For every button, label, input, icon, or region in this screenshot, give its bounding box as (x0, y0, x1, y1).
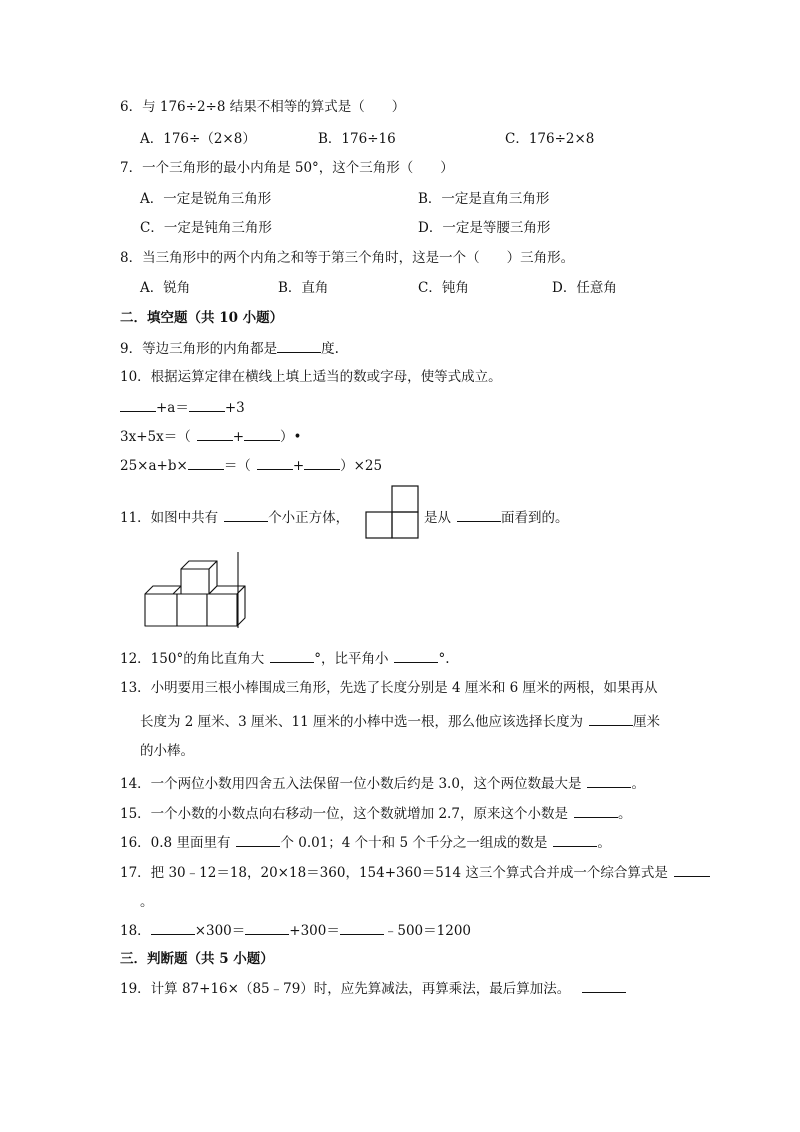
q9-text-post: 度. (321, 341, 339, 357)
question-17 (120, 862, 710, 882)
q6-option-a: A．176÷（2×8） (140, 131, 256, 147)
q10-line-1 (120, 397, 245, 417)
q18-part-b: +300＝ (289, 923, 340, 939)
q11-blank-direction[interactable] (457, 507, 501, 522)
q6-option-b: B．176÷16 (318, 131, 396, 147)
q11-text-left (120, 507, 349, 527)
q15-text-pre: 15．一个小数的小数点向右移动一位，这个数就增加 2.7，原来这个小数是 (120, 806, 568, 822)
q18-part-a: ×300＝ (194, 923, 246, 939)
q10-l2-post: ）• (280, 429, 302, 445)
q13-line-3: 的小棒。 (140, 743, 194, 759)
q10-blank-7[interactable] (304, 455, 340, 470)
q11-cube-figure (138, 552, 248, 632)
q13-blank[interactable] (589, 711, 633, 726)
question-19 (120, 978, 626, 998)
cube-1-front (145, 594, 177, 626)
q10-l1-b: +3 (224, 400, 245, 416)
q10-blank-1[interactable] (120, 397, 156, 412)
q14-blank[interactable] (587, 773, 631, 788)
q7-option-d: D．一定是等腰三角形 (418, 220, 551, 236)
question-10-stem: 10．根据运算定律在横线上填上适当的数或字母，使等式成立。 (120, 369, 502, 385)
q10-l2-pre: 3x+5x＝（ (120, 429, 191, 445)
q10-blank-4[interactable] (244, 426, 280, 441)
q14-text-post: 。 (631, 776, 645, 792)
question-16 (120, 832, 611, 852)
q10-blank-5[interactable] (188, 455, 224, 470)
q16-blank-2[interactable] (553, 832, 597, 847)
q18-number: 18． (120, 923, 151, 939)
q8-option-b: B．直角 (278, 280, 329, 296)
q15-text-post: 。 (617, 806, 632, 822)
question-18 (120, 920, 471, 940)
q9-text-pre: 9．等边三角形的内角都是 (120, 341, 278, 357)
view-square-bottom-left (366, 512, 392, 538)
cube-2-front (177, 594, 207, 626)
q10-l3-eq: ＝（ (223, 458, 251, 474)
q13-line-1: 13．小明要用三根小棒围成三角形，先选了长度分别是 4 厘米和 6 厘米的两根，如果再从 (120, 680, 658, 696)
q16-text-mid: 个 0.01；4 个十和 5 个千分之一组成的数是 (280, 835, 548, 851)
q12-blank-2[interactable] (394, 648, 438, 663)
question-14 (120, 773, 645, 793)
q8-option-d: D．任意角 (552, 280, 617, 296)
q12-text-post: °. (438, 651, 450, 667)
q10-l2-plus: + (232, 429, 245, 445)
q10-l1-a: +a＝ (156, 400, 189, 416)
q12-text-mid: °，比平角小 (314, 651, 389, 667)
q10-blank-3[interactable] (197, 426, 233, 441)
q6-option-c: C．176÷2×8 (505, 131, 595, 147)
view-square-bottom-right (392, 512, 418, 538)
question-8-stem: 8．当三角形中的两个内角之和等于第三个角时，这是一个（ ）三角形。 (120, 250, 575, 266)
section-2-heading: 二．填空题（共 10 小题） (120, 310, 284, 326)
q11-text-pre: 11．如图中共有 (120, 510, 219, 526)
q13-line-2 (140, 711, 660, 731)
q18-blank-3[interactable] (340, 920, 384, 935)
q8-option-c: C．钝角 (418, 280, 469, 296)
q19-text: 19．计算 87+16×（85﹣79）时，应先算减法，再算乘法，最后算加法。 (120, 981, 571, 997)
q16-blank-1[interactable] (236, 832, 280, 847)
q12-blank-1[interactable] (270, 648, 314, 663)
view-square-top (392, 486, 418, 512)
q11-text-post2: 面看到的。 (501, 510, 569, 526)
q7-option-b: B．一定是直角三角形 (418, 191, 550, 207)
q14-text-pre: 14．一个两位小数用四舍五入法保留一位小数后约是 3.0，这个两位数最大是 (120, 776, 582, 792)
q17-blank[interactable] (674, 862, 710, 877)
q10-line-3 (120, 455, 382, 475)
q8-option-a: A．锐角 (140, 280, 191, 296)
q10-blank-6[interactable] (257, 455, 293, 470)
q12-text-pre: 12．150°的角比直角大 (120, 651, 265, 667)
q17-line-2: 。 (140, 894, 154, 910)
q18-blank-2[interactable] (245, 920, 289, 935)
q10-l3-post: ）×25 (340, 458, 383, 474)
section-3-heading: 三．判断题（共 5 小题） (120, 951, 274, 967)
q10-l3-pre: 25×a+b× (120, 458, 188, 474)
cube-3-front (207, 594, 237, 626)
q15-blank[interactable] (574, 803, 618, 818)
q7-option-c: C．一定是钝角三角形 (140, 220, 272, 236)
question-12 (120, 648, 450, 668)
q16-text-pre: 16．0.8 里面里有 (120, 835, 231, 851)
question-7-stem: 7．一个三角形的最小内角是 50°，这个三角形（ ） (120, 160, 454, 176)
q11-text-mid: 个小正方体， (268, 510, 350, 526)
question-9 (120, 338, 339, 358)
q11-text-post1: 是从 (424, 510, 451, 526)
q10-line-2 (120, 426, 302, 446)
q7-option-a: A．一定是锐角三角形 (140, 191, 272, 207)
q16-text-post: 。 (597, 835, 611, 851)
q18-blank-1[interactable] (151, 920, 195, 935)
q13-line2-post: 厘米 (633, 714, 661, 730)
q11-view-diagram (364, 485, 420, 539)
q17-line-1: 17．把 30﹣12＝18，20×18＝360，154+360＝514 这三个算式合并成一个综合算式是 (120, 865, 668, 881)
q10-blank-2[interactable] (189, 397, 225, 412)
q13-line2-pre: 长度为 2 厘米、3 厘米、11 厘米的小棒中选一根，那么他应该选择长度为 (140, 714, 584, 730)
question-15 (120, 803, 631, 823)
q9-answer-blank[interactable] (277, 338, 321, 353)
q10-l3-plus: + (292, 458, 305, 474)
q11-blank-count[interactable] (224, 507, 268, 522)
question-6-stem: 6．与 176÷2÷8 结果不相等的算式是（ ） (120, 99, 406, 115)
q19-blank[interactable] (582, 978, 626, 993)
q11-text-right (424, 507, 569, 527)
cube-1-top (145, 586, 181, 594)
q18-part-c: ﹣500＝1200 (383, 923, 471, 939)
cube-top-front (181, 569, 209, 594)
